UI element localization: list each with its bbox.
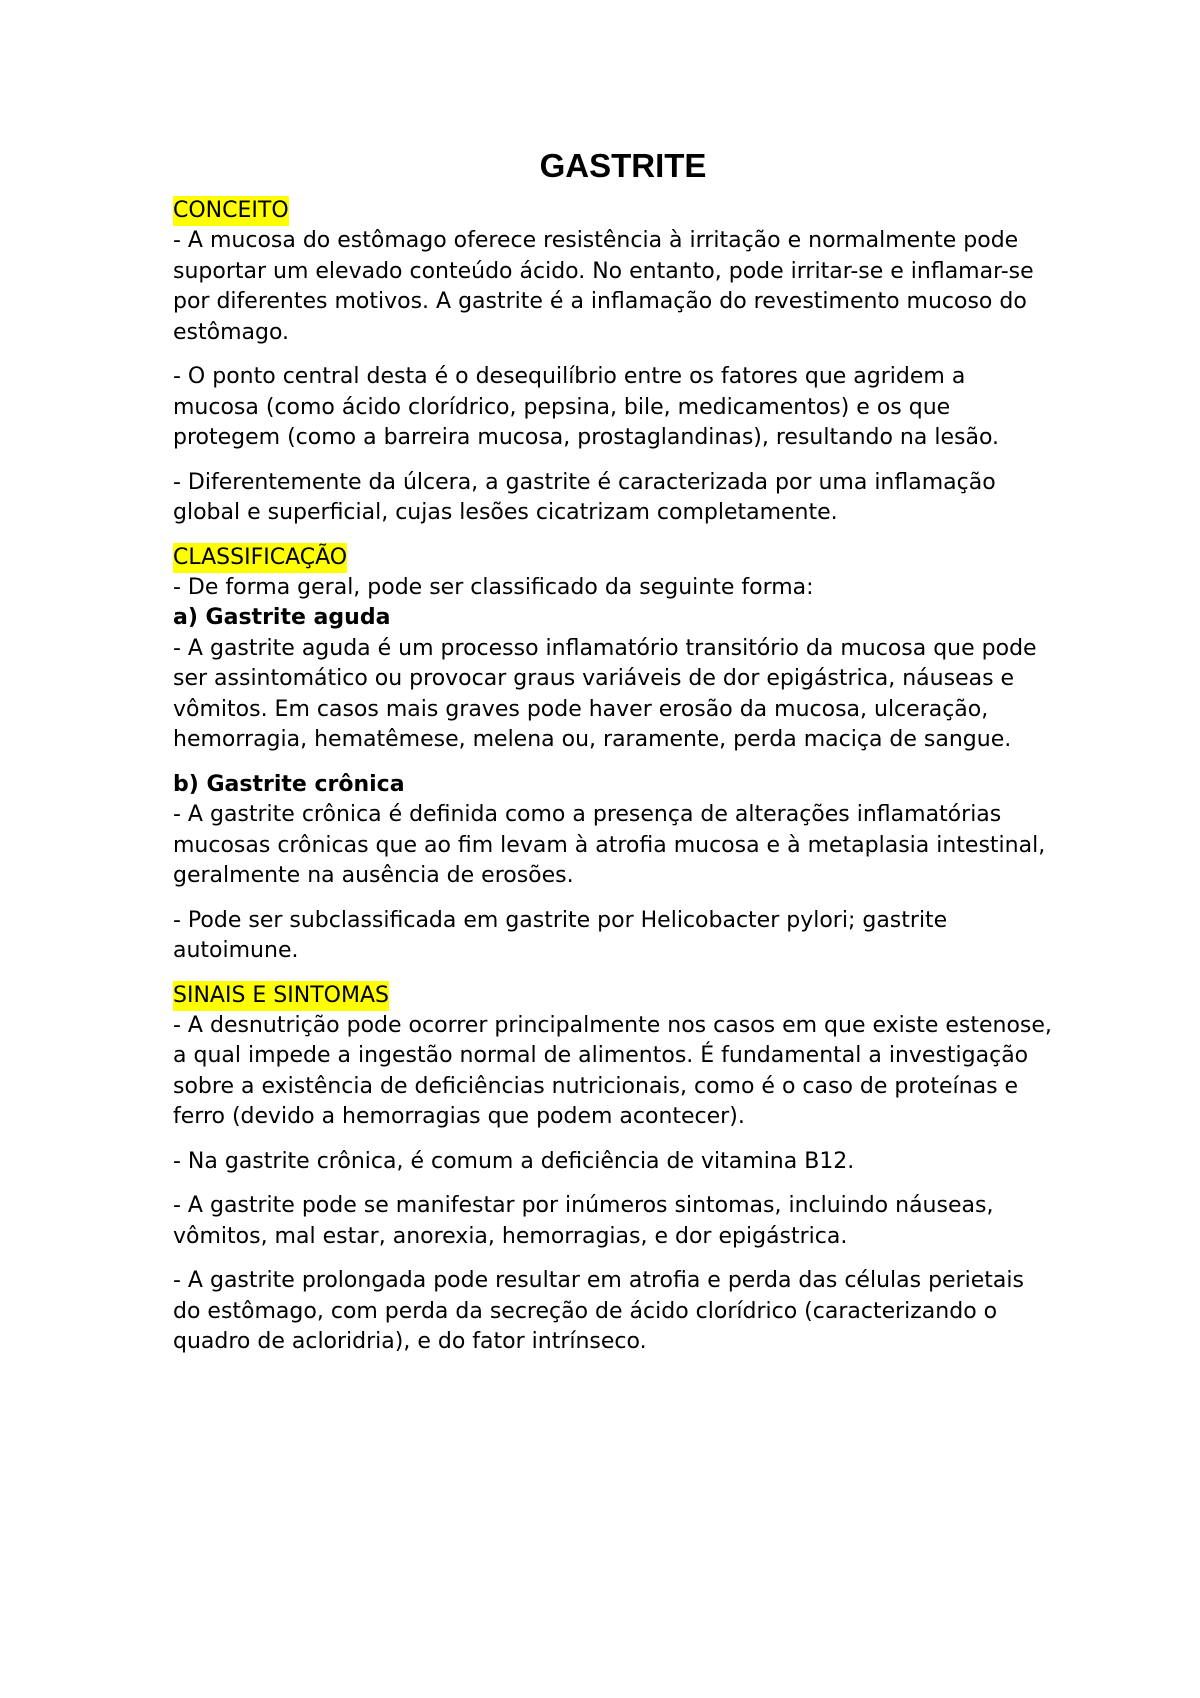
conceito-paragraph: - Diferentemente da úlcera, a gastrite é caracterizada por uma inflamação global e superficial, cujas lesões cicatrizam completamente. — [173, 469, 996, 525]
subclassificacao-paragraph: - Pode ser subclassificada em gastrite por Helicobacter pylori; gastrite autoimune. — [173, 907, 948, 963]
section-conceito-heading-line — [173, 196, 1053, 226]
section-heading-classificacao: CLASSIFICAÇÃO — [173, 543, 347, 573]
document-page — [173, 146, 1053, 1372]
sintomas-paragraph: - A gastrite prolongada pode resultar em atrofia e perda das células perietais do estômago, com perda da secreção de ácido clorídrico (caracterizando o quadro de acloridria), e do fator intrínseco. — [173, 1268, 1024, 1354]
subheading-gastrite-cronica: b) Gastrite crônica — [173, 771, 405, 797]
section-classificacao-heading-line — [173, 543, 1053, 573]
conceito-paragraph: - O ponto central desta é o desequilíbrio entre os fatores que agridem a mucosa (como ácido clorídrico, pepsina, bile, medicamentos) e os que protegem (como a barreira mucosa, prostaglandinas), resultando na lesão. — [173, 364, 1000, 450]
page-title: GASTRITE — [539, 147, 707, 184]
sintomas-paragraph: - A desnutrição pode ocorrer principalmente nos casos em que existe estenose, a qual impede a ingestão normal de alimentos. É fundamental a investigação sobre a existência de deficiências nutricionais, como é o caso de proteínas e ferro (devido a hemorragias que podem acontecer). — [173, 1012, 1052, 1129]
classificacao-intro: - De forma geral, pode ser classificado da seguinte forma: — [173, 574, 814, 600]
gastrite-aguda-paragraph: - A gastrite aguda é um processo inflamatório transitório da mucosa que pode ser assintomático ou provocar graus variáveis de dor epigástrica, náuseas e vômitos. Em casos mais graves pode haver erosão da mucosa, ulceração, hemorragia, hematêmese, melena ou, raramente, perda maciça de sangue. — [173, 635, 1037, 752]
sintomas-paragraph: - A gastrite pode se manifestar por inúmeros sintomas, incluindo náuseas, vômitos, mal estar, anorexia, hemorragias, e dor epigástrica. — [173, 1193, 994, 1249]
section-sintomas-heading-line — [173, 981, 1053, 1011]
conceito-paragraph: - A mucosa do estômago oferece resistência à irritação e normalmente pode suportar um elevado conteúdo ácido. No entanto, pode irritar-se e inflamar-se por diferentes motivos. A gastrite é a inflamação do revestimento mucoso do estômago. — [173, 228, 1034, 345]
subheading-gastrite-aguda: a) Gastrite aguda — [173, 605, 391, 630]
sintomas-paragraph: - Na gastrite crônica, é comum a deficiência de vitamina B12. — [173, 1148, 855, 1174]
gastrite-cronica-paragraph: - A gastrite crônica é definida como a presença de alterações inflamatórias mucosas crônicas que ao fim levam à atrofia mucosa e à metaplasia intestinal, geralmente na ausência de erosões. — [173, 802, 1046, 888]
section-heading-conceito: CONCEITO — [173, 196, 289, 226]
section-heading-sinais-e-sintomas: SINAIS E SINTOMAS — [173, 981, 389, 1011]
